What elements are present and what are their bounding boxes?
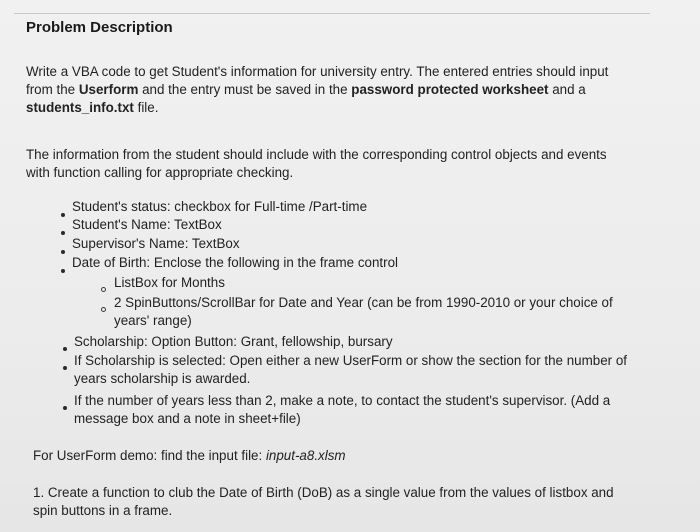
bullet-dot <box>63 366 67 370</box>
intro-paragraph <box>26 63 656 117</box>
input-filename: input-a8.xlsm <box>265 448 346 463</box>
list-item: Scholarship: Option Button: Grant, fellowship, bursary <box>74 334 393 349</box>
bullet-dot <box>63 347 67 351</box>
top-divider <box>14 13 650 14</box>
worksheet-emphasis: password protected worksheet <box>351 82 549 97</box>
bullet-dot <box>61 213 65 217</box>
bullet-dot <box>61 231 65 235</box>
page-title: Problem Description <box>26 19 173 36</box>
info-line-1: The information from the student should include with the corresponding control objects and events <box>26 147 607 162</box>
filename-emphasis: students_info.txt <box>26 100 134 115</box>
bullet-dot <box>61 250 65 254</box>
intro-line-1: Write a VBA code to get Student's information for university entry. The entered entries should input <box>26 64 609 79</box>
intro-line-2: from the Userform and the entry must be saved in the password protected worksheet and a <box>26 82 586 97</box>
list-item: Date of Birth: Enclose the following in the frame control <box>72 255 399 270</box>
intro-line-3: students_info.txt file. <box>26 100 159 115</box>
list-item-cont: message box and a note in sheet+file) <box>74 411 301 426</box>
list-item: Student's Name: TextBox <box>72 217 222 232</box>
task-line-2: spin buttons in a frame. <box>33 503 173 518</box>
sub-bullet-circle <box>101 287 106 292</box>
list-item: If the number of years less than 2, make a note, to contact the student's supervisor. (Add a <box>74 393 611 408</box>
bullet-dot <box>63 406 67 410</box>
sub-bullet-circle <box>101 307 106 312</box>
sub-list-item: 2 SpinButtons/ScrollBar for Date and Year (can be from 1990-2010 or your choice of <box>114 295 613 310</box>
sub-list-item: ListBox for Months <box>114 275 225 290</box>
list-item: Supervisor's Name: TextBox <box>72 236 240 251</box>
info-line-2: with function calling for appropriate checking. <box>26 165 294 180</box>
bullet-dot <box>61 269 65 273</box>
list-item: Student's status: checkbox for Full-time /Part-time <box>72 199 368 214</box>
list-item: If Scholarship is selected: Open either a new UserForm or show the section for the number of <box>74 353 627 368</box>
userform-emphasis: Userform <box>78 82 139 97</box>
task-line-1: 1. Create a function to club the Date of Birth (DoB) as a single value from the values of listbox and <box>33 485 614 500</box>
demo-note: For UserForm demo: find the input file: input-a8.xlsm <box>33 448 346 463</box>
info-paragraph <box>26 146 656 182</box>
list-item-cont: years scholarship is awarded. <box>74 371 251 386</box>
sub-list-item-cont: years' range) <box>114 313 192 328</box>
task-paragraph <box>33 484 614 520</box>
